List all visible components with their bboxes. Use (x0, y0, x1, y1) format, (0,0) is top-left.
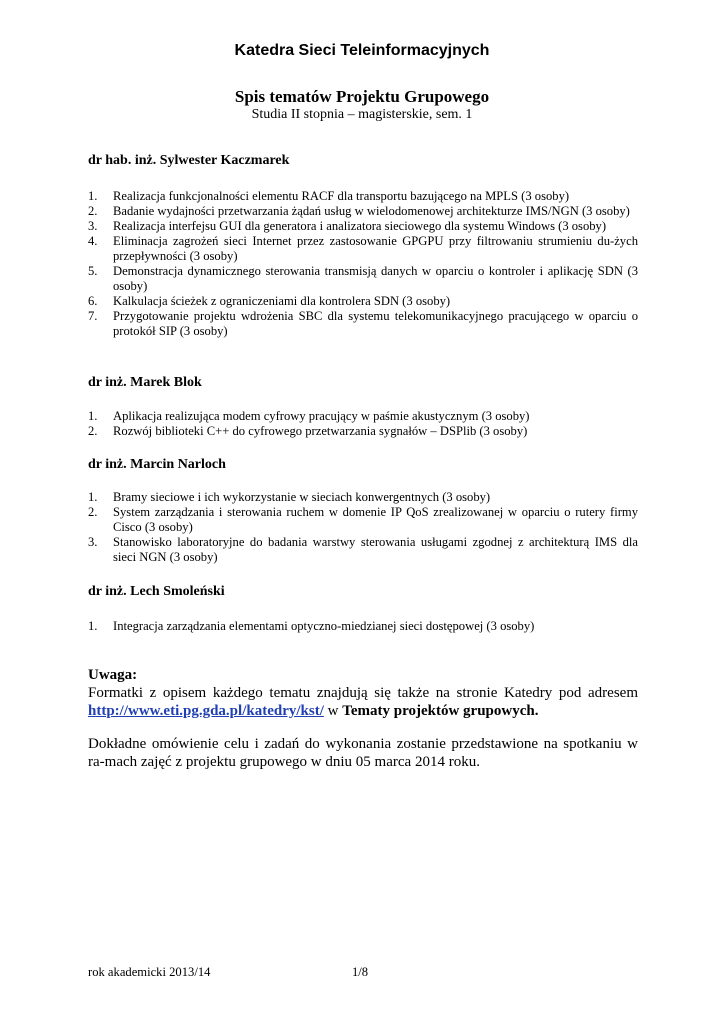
list-item (88, 505, 638, 535)
item-number: 1. (88, 619, 98, 633)
item-number: 2. (88, 204, 98, 218)
footer-academic-year: rok akademicki 2013/14 (88, 965, 211, 979)
item-number: 6. (88, 294, 98, 308)
department-header: Katedra Sieci Teleinformacyjnych (234, 42, 490, 59)
topic-text: Aplikacja realizująca modem cyfrowy pracujący w paśmie akustycznym (3 osoby) (113, 409, 530, 423)
list-item (88, 234, 638, 264)
list-item (88, 424, 638, 439)
topic-text: Kalkulacja ścieżek z ograniczeniami dla kontrolera SDN (3 osoby) (113, 294, 451, 308)
topic-text: Integracja zarządzania elementami optyczno-miedzianej sieci dostępowej (3 osoby) (113, 619, 535, 633)
item-number: 7. (88, 309, 98, 323)
topic-list (88, 490, 638, 565)
item-number: 1. (88, 409, 98, 423)
topic-text: Demonstracja dynamicznego sterowania transmisją danych w oparciu o kontroler i aplikację SDN (3 osoby) (113, 264, 638, 293)
topic-text: Rozwój biblioteki C++ do cyfrowego przetwarzania sygnałów – DSPlib (3 osoby) (113, 424, 528, 438)
list-item (88, 204, 638, 219)
topic-text: Realizacja funkcjonalności elementu RACF dla transportu bazującego na MPLS (3 osoby) (113, 189, 570, 203)
list-item (88, 264, 638, 294)
topic-list (88, 619, 638, 634)
note-block (88, 666, 638, 720)
note-label: Uwaga: (88, 667, 138, 683)
item-number: 3. (88, 219, 98, 233)
page-subtitle: Studia II stopnia – magisterskie, sem. 1 (251, 107, 473, 122)
page-title: Spis tematów Projektu Grupowego (234, 87, 490, 106)
supervisor-heading: dr inż. Marek Blok (88, 375, 202, 390)
item-number: 1. (88, 189, 98, 203)
list-item (88, 294, 638, 309)
list-item (88, 219, 638, 234)
list-item (88, 189, 638, 204)
topic-text: Bramy sieciowe i ich wykorzystanie w sieciach konwergentnych (3 osoby) (113, 490, 491, 504)
topic-text: System zarządzania i sterowania ruchem w domenie IP QoS zrealizowanej w oparciu o rutery firmy Cisco (3 osoby) (113, 505, 638, 534)
department-link[interactable]: http://www.eti.pg.gda.pl/katedry/kst/ (88, 703, 324, 719)
item-number: 1. (88, 490, 98, 504)
note-paragraph (88, 684, 638, 720)
item-number: 5. (88, 264, 98, 278)
supervisor-heading: dr hab. inż. Sylwester Kaczmarek (88, 153, 290, 168)
list-item (88, 535, 638, 565)
item-number: 4. (88, 234, 98, 248)
list-item (88, 409, 638, 424)
topic-list (88, 409, 638, 439)
topic-text: Eliminacja zagrożeń sieci Internet przez zastosowanie GPGPU przy filtrowaniu strumieniu du-żych przepływności (3 osoby) (113, 234, 638, 263)
item-number: 3. (88, 535, 98, 549)
topic-text: Przygotowanie projektu wdrożenia SBC dla systemu telekomunikacyjnego pracującego w oparciu o protokół SIP (3 osoby) (113, 309, 638, 338)
note-connector: w (327, 703, 339, 719)
note-text: Formatki z opisem każdego tematu znajdują się także na stronie Katedry pod adresem (88, 685, 638, 701)
supervisor-heading: dr inż. Marcin Narloch (88, 457, 226, 472)
meeting-note: Dokładne omówienie celu i zadań do wykonania zostanie przedstawione na spotkaniu w ra-mach zajęć z projektu grupowego w dniu 05 marca 2014 roku. (88, 736, 638, 770)
list-item (88, 619, 638, 634)
list-item (88, 490, 638, 505)
topic-text: Realizacja interfejsu GUI dla generatora i analizatora sieciowego dla systemu Windows (3 osoby) (113, 219, 607, 233)
list-item (88, 309, 638, 339)
supervisor-heading: dr inż. Lech Smoleński (88, 584, 225, 599)
topic-text: Badanie wydajności przetwarzania żądań usług w wielodomenowej architekturze IMS/NGN (3 osoby) (113, 204, 630, 218)
item-number: 2. (88, 424, 98, 438)
topic-list (88, 189, 638, 339)
page-number: 1/8 (352, 965, 369, 979)
item-number: 2. (88, 505, 98, 519)
topics-section-name: Tematy projektów grupowych. (342, 703, 539, 719)
topic-text: Stanowisko laboratoryjne do badania warstwy sterowania usługami zgodnej z architekturą IMS dla sieci NGN (3 osoby) (113, 535, 638, 564)
